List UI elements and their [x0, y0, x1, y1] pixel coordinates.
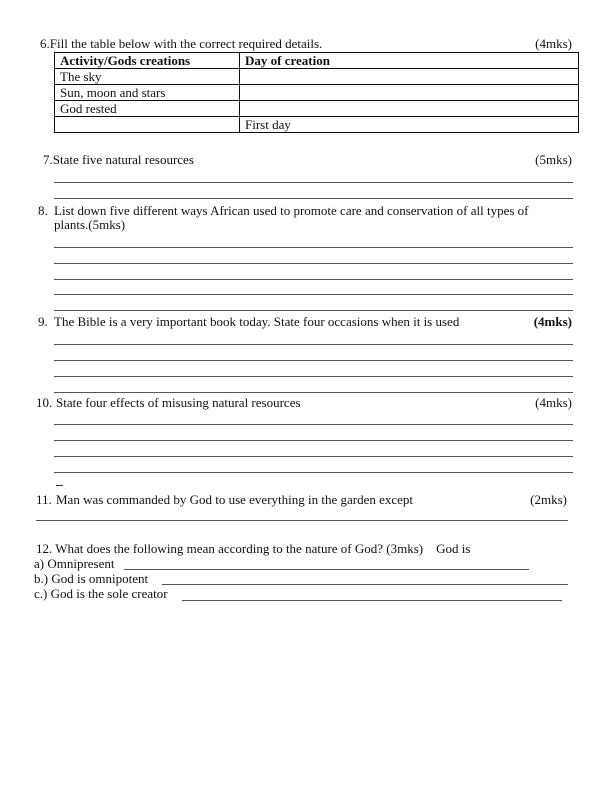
answer-line[interactable]	[54, 247, 573, 248]
answer-line[interactable]	[162, 584, 568, 585]
question-number: 9.	[38, 314, 48, 329]
answer-line[interactable]	[54, 263, 573, 264]
table-cell-day[interactable]	[240, 69, 579, 85]
question-10-text: State four effects of misusing natural resources	[56, 395, 301, 410]
table-cell-day[interactable]	[240, 101, 579, 117]
creation-table	[54, 52, 579, 133]
answer-line[interactable]	[54, 294, 573, 295]
answer-line[interactable]	[36, 520, 568, 521]
question-7-marks: (5mks)	[535, 152, 572, 167]
table-header-row	[55, 53, 579, 69]
question-number: 7.	[43, 152, 53, 167]
question-11-text: Man was commanded by God to use everything in the garden except	[56, 492, 414, 507]
question-11-marks: (2mks)	[530, 492, 567, 507]
question-number: 8.	[38, 203, 48, 218]
column-header: Activity/Gods creations	[55, 53, 240, 69]
question-number: 11.	[36, 492, 52, 507]
table-cell-day[interactable]	[240, 85, 579, 101]
stray-dash-mark	[56, 485, 63, 486]
table-row	[55, 69, 579, 85]
question-text: State five natural resources	[52, 152, 194, 167]
answer-line[interactable]	[124, 569, 529, 570]
table-cell-day: First day	[240, 117, 579, 133]
answer-line[interactable]	[54, 456, 573, 457]
question-8-text-line2: plants.(5mks)	[54, 217, 126, 232]
question-7	[43, 152, 194, 168]
question-number: 6.	[40, 36, 50, 51]
question-8	[38, 203, 48, 219]
answer-line[interactable]	[54, 279, 573, 280]
column-header: Day of creation	[240, 53, 579, 69]
question-9-text: The Bible is a very important book today. State four occasions when it is used	[54, 314, 460, 329]
question-number: 10.	[36, 395, 53, 410]
question-9	[38, 314, 48, 330]
table-cell-activity: God rested	[55, 101, 240, 117]
question-11	[36, 492, 52, 508]
question-text: Fill the table below with the correct required details.	[49, 36, 323, 51]
table-row	[55, 117, 579, 133]
question-12-part-b: b.) God is omnipotent	[34, 571, 149, 586]
answer-line[interactable]	[54, 198, 573, 199]
table-row	[55, 85, 579, 101]
table-row	[55, 101, 579, 117]
question-10-marks: (4mks)	[535, 395, 572, 410]
question-9-marks: (4mks)	[533, 314, 572, 329]
question-8-text-line1: List down five different ways African used to promote care and conservation of all types of	[54, 203, 529, 218]
answer-line[interactable]	[54, 344, 573, 345]
answer-line[interactable]	[54, 360, 573, 361]
table-cell-activity: The sky	[55, 69, 240, 85]
question-6-marks: (4mks)	[535, 36, 572, 51]
answer-line[interactable]	[54, 182, 573, 183]
answer-line[interactable]	[54, 376, 573, 377]
answer-line[interactable]	[54, 310, 573, 311]
answer-line[interactable]	[54, 392, 573, 393]
question-12-part-c: c.) God is the sole creator	[34, 586, 168, 601]
question-number: 12.	[36, 541, 53, 556]
question-12-part-a: a) Omnipresent	[34, 556, 115, 571]
question-10	[36, 395, 52, 411]
answer-line[interactable]	[54, 472, 573, 473]
answer-line[interactable]	[182, 600, 562, 601]
table-cell-activity[interactable]	[55, 117, 240, 133]
question-12	[36, 541, 470, 557]
table-cell-activity: Sun, moon and stars	[55, 85, 240, 101]
answer-line[interactable]	[54, 440, 573, 441]
answer-line[interactable]	[54, 424, 573, 425]
question-6	[40, 36, 322, 52]
question-text: What does the following mean according to the nature of God? (3mks) God is	[55, 541, 471, 556]
